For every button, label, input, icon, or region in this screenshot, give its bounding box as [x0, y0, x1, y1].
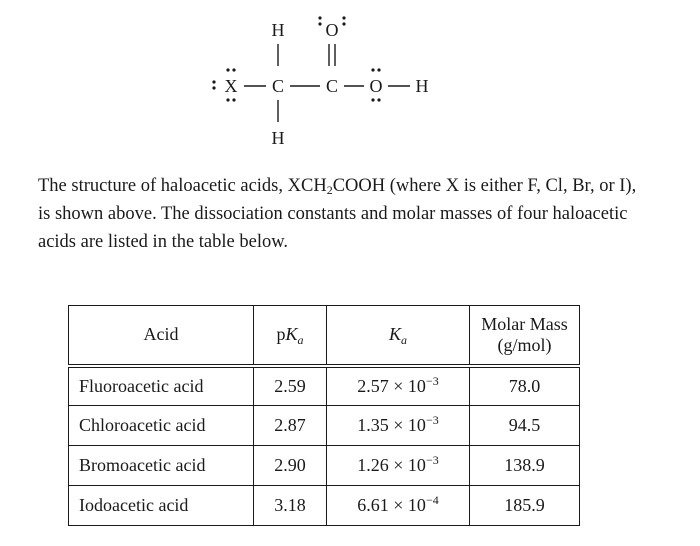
cell-acid-name: Fluoroacetic acid — [69, 366, 254, 406]
cell-ka — [327, 366, 470, 406]
cell-pka: 3.18 — [254, 486, 327, 526]
cell-ka-exponent: −3 — [425, 453, 439, 467]
header-ka — [327, 306, 470, 366]
header-pka-k: K — [285, 324, 298, 345]
cell-pka: 2.87 — [254, 406, 327, 446]
header-pka-sub: a — [297, 333, 304, 348]
header-acid-label: Acid — [143, 324, 179, 345]
header-acid — [69, 306, 254, 366]
table-row — [69, 446, 580, 486]
cell-molar-mass: 94.5 — [470, 406, 580, 446]
table-header-row — [69, 306, 580, 366]
header-molar-line2: (g/mol) — [497, 334, 552, 355]
cell-ka-exponent: −4 — [425, 493, 439, 507]
cell-ka-mantissa: 2.57 × 10 — [357, 375, 426, 396]
cell-molar-mass: 138.9 — [470, 446, 580, 486]
header-pka — [254, 306, 327, 366]
atom-h-bottom: H — [271, 128, 285, 148]
header-pka-p: p — [276, 324, 286, 345]
haloacetic-acid-table — [68, 305, 580, 526]
paragraph-subscript: 2 — [326, 183, 333, 197]
cell-acid-name: Bromoacetic acid — [69, 446, 254, 486]
cell-acid-name: Chloroacetic acid — [69, 406, 254, 446]
paragraph-part-1: The structure of haloacetic acids, XCH — [38, 176, 327, 196]
atom-c1: C — [271, 76, 285, 96]
cell-ka — [327, 406, 470, 446]
atom-o-right: O — [369, 76, 383, 96]
cell-ka-exponent: −3 — [425, 373, 439, 388]
cell-ka-mantissa: 1.26 × 10 — [357, 455, 426, 475]
cell-ka-mantissa: 6.61 × 10 — [357, 495, 426, 515]
cell-pka: 2.59 — [254, 366, 327, 406]
cell-molar-mass: 185.9 — [470, 486, 580, 526]
lewis-structure — [200, 8, 460, 158]
header-ka-sub: a — [401, 333, 407, 348]
paragraph-part-2: COOH (where X is either F, Cl, Br, or I), is shown above. The dissociation constants and molar masses of four haloacetic acids are listed in the table below. — [38, 176, 637, 252]
bond-c2-o-double — [329, 44, 335, 66]
atom-c2: C — [325, 76, 339, 96]
description-paragraph — [38, 172, 638, 256]
atom-h-right: H — [415, 76, 429, 96]
cell-ka — [327, 486, 470, 526]
header-molar-mass — [470, 306, 580, 366]
table-row — [69, 406, 580, 446]
atom-h-top: H — [271, 20, 285, 40]
cell-pka: 2.90 — [254, 446, 327, 486]
atom-x: X — [224, 76, 238, 96]
table-row — [69, 366, 580, 406]
cell-ka-exponent: −3 — [425, 413, 439, 427]
cell-molar-mass: 78.0 — [470, 366, 580, 406]
table-row — [69, 486, 580, 526]
atom-o-top: O — [325, 20, 339, 40]
cell-ka-mantissa: 1.35 × 10 — [357, 415, 426, 435]
cell-ka — [327, 446, 470, 486]
cell-acid-name: Iodoacetic acid — [69, 486, 254, 526]
header-ka-k: K — [388, 324, 401, 345]
header-molar-line1: Molar Mass — [481, 313, 568, 334]
